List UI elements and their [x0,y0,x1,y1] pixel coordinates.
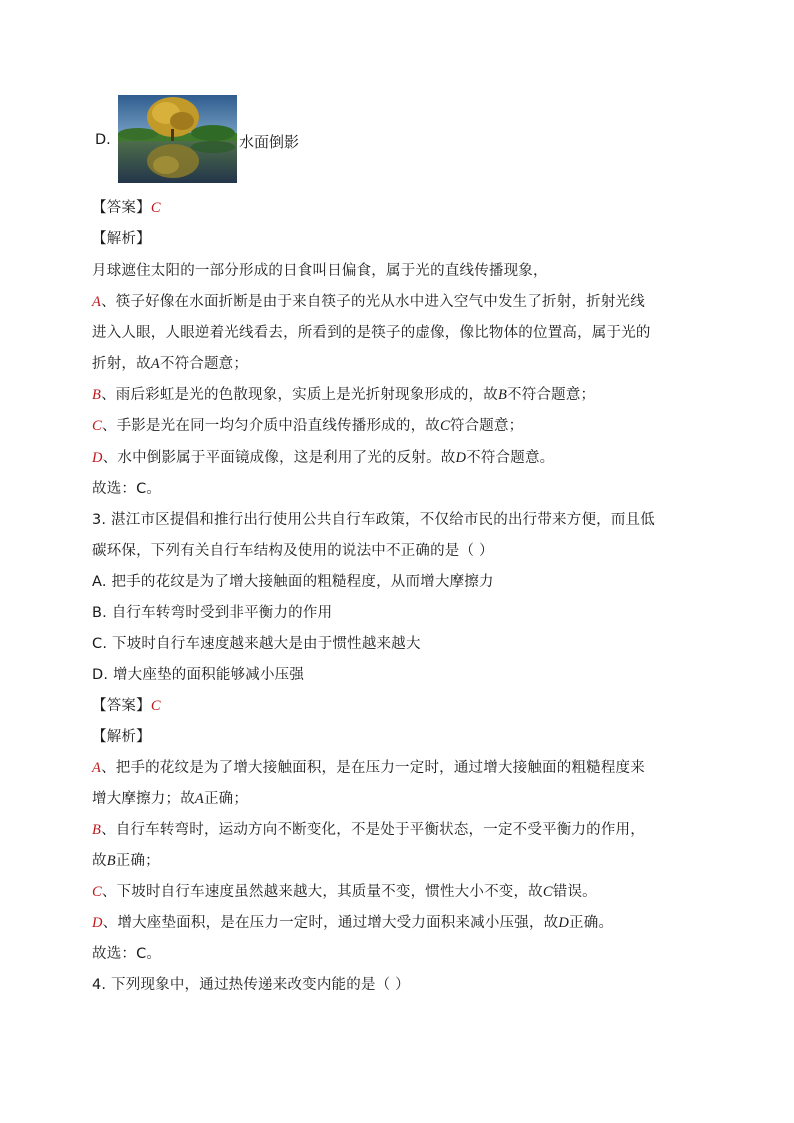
q2-analysis-b: B、雨后彩虹是光的色散现象，实质上是光折射现象形成的，故B不符合题意； [92,387,596,403]
answer-tag: 【答案】 [92,698,151,714]
q2-analysis-a-line2: 进入人眼，人眼逆着光线看去，所看到的是筷子的虚像，像比物体的位置高，属于光的 [92,325,651,341]
q3-option-a: A. 把手的花纹是为了增大接触面的粗糙程度，从而增大摩擦力 [92,574,494,590]
q2-analysis-a-line3: 折射，故A不符合题意； [92,356,249,372]
q2-conclusion: 故选：C。 [92,481,162,497]
q4-stem: 4. 下列现象中，通过热传递来改变内能的是（ ） [92,977,410,993]
option-d-caption: 水面倒影 [239,133,300,151]
q2-analysis-d: D、水中倒影属于平面镜成像，这是利用了光的反射。故D不符合题意。 [92,450,555,466]
q2-intro: 月球遮住太阳的一部分形成的日食叫日偏食，属于光的直线传播现象， [92,263,548,279]
reflection-photo [118,95,237,183]
q3-stem-line2: 碳环保，下列有关自行车结构及使用的说法中不正确的是（ ） [92,543,494,559]
q3-conclusion: 故选：C。 [92,946,162,962]
q2-answer [92,198,161,218]
q3-analysis-b-line1: B、自行车转弯时，运动方向不断变化，不是处于平衡状态，一定不受平衡力的作用， [92,822,645,838]
option-d-label: D. [95,132,111,148]
q3-analysis-a-line1: A、把手的花纹是为了增大接触面积，是在压力一定时，通过增大接触面的粗糙程度来 [92,760,645,776]
q3-analysis-c: C、下坡时自行车速度虽然越来越大，其质量不变，惯性大小不变，故C错误。 [92,884,597,900]
q2-analysis-tag: 【解析】 [92,231,151,247]
answer-tag: 【答案】 [92,200,151,216]
q3-stem-line1: 3. 湛江市区提倡和推行出行使用公共自行车政策，不仅给市民的出行带来方便，而且低 [92,512,655,528]
q3-answer [92,696,161,716]
q2-analysis-a-line1: A、筷子好像在水面折断是由于来自筷子的光从水中进入空气中发生了折射，折射光线 [92,294,645,310]
q3-option-d: D. 增大座垫的面积能够减小压强 [92,667,305,683]
answer-value: C [150,698,161,714]
answer-value: C [150,200,161,216]
q2-analysis-c: C、手影是光在同一均匀介质中沿直线传播形成的，故C符合题意； [92,418,524,434]
q3-analysis-b-line2: 故B正确； [92,853,160,869]
q3-option-c: C. 下坡时自行车速度越来越大是由于惯性越来越大 [92,636,421,652]
q3-option-b: B. 自行车转弯时受到非平衡力的作用 [92,605,333,621]
q3-analysis-a-line2: 增大摩擦力；故A正确； [92,791,249,807]
q3-analysis-tag: 【解析】 [92,729,151,745]
q3-analysis-d: D、增大座垫面积，是在压力一定时，通过增大受力面积来减小压强，故D正确。 [92,915,614,931]
